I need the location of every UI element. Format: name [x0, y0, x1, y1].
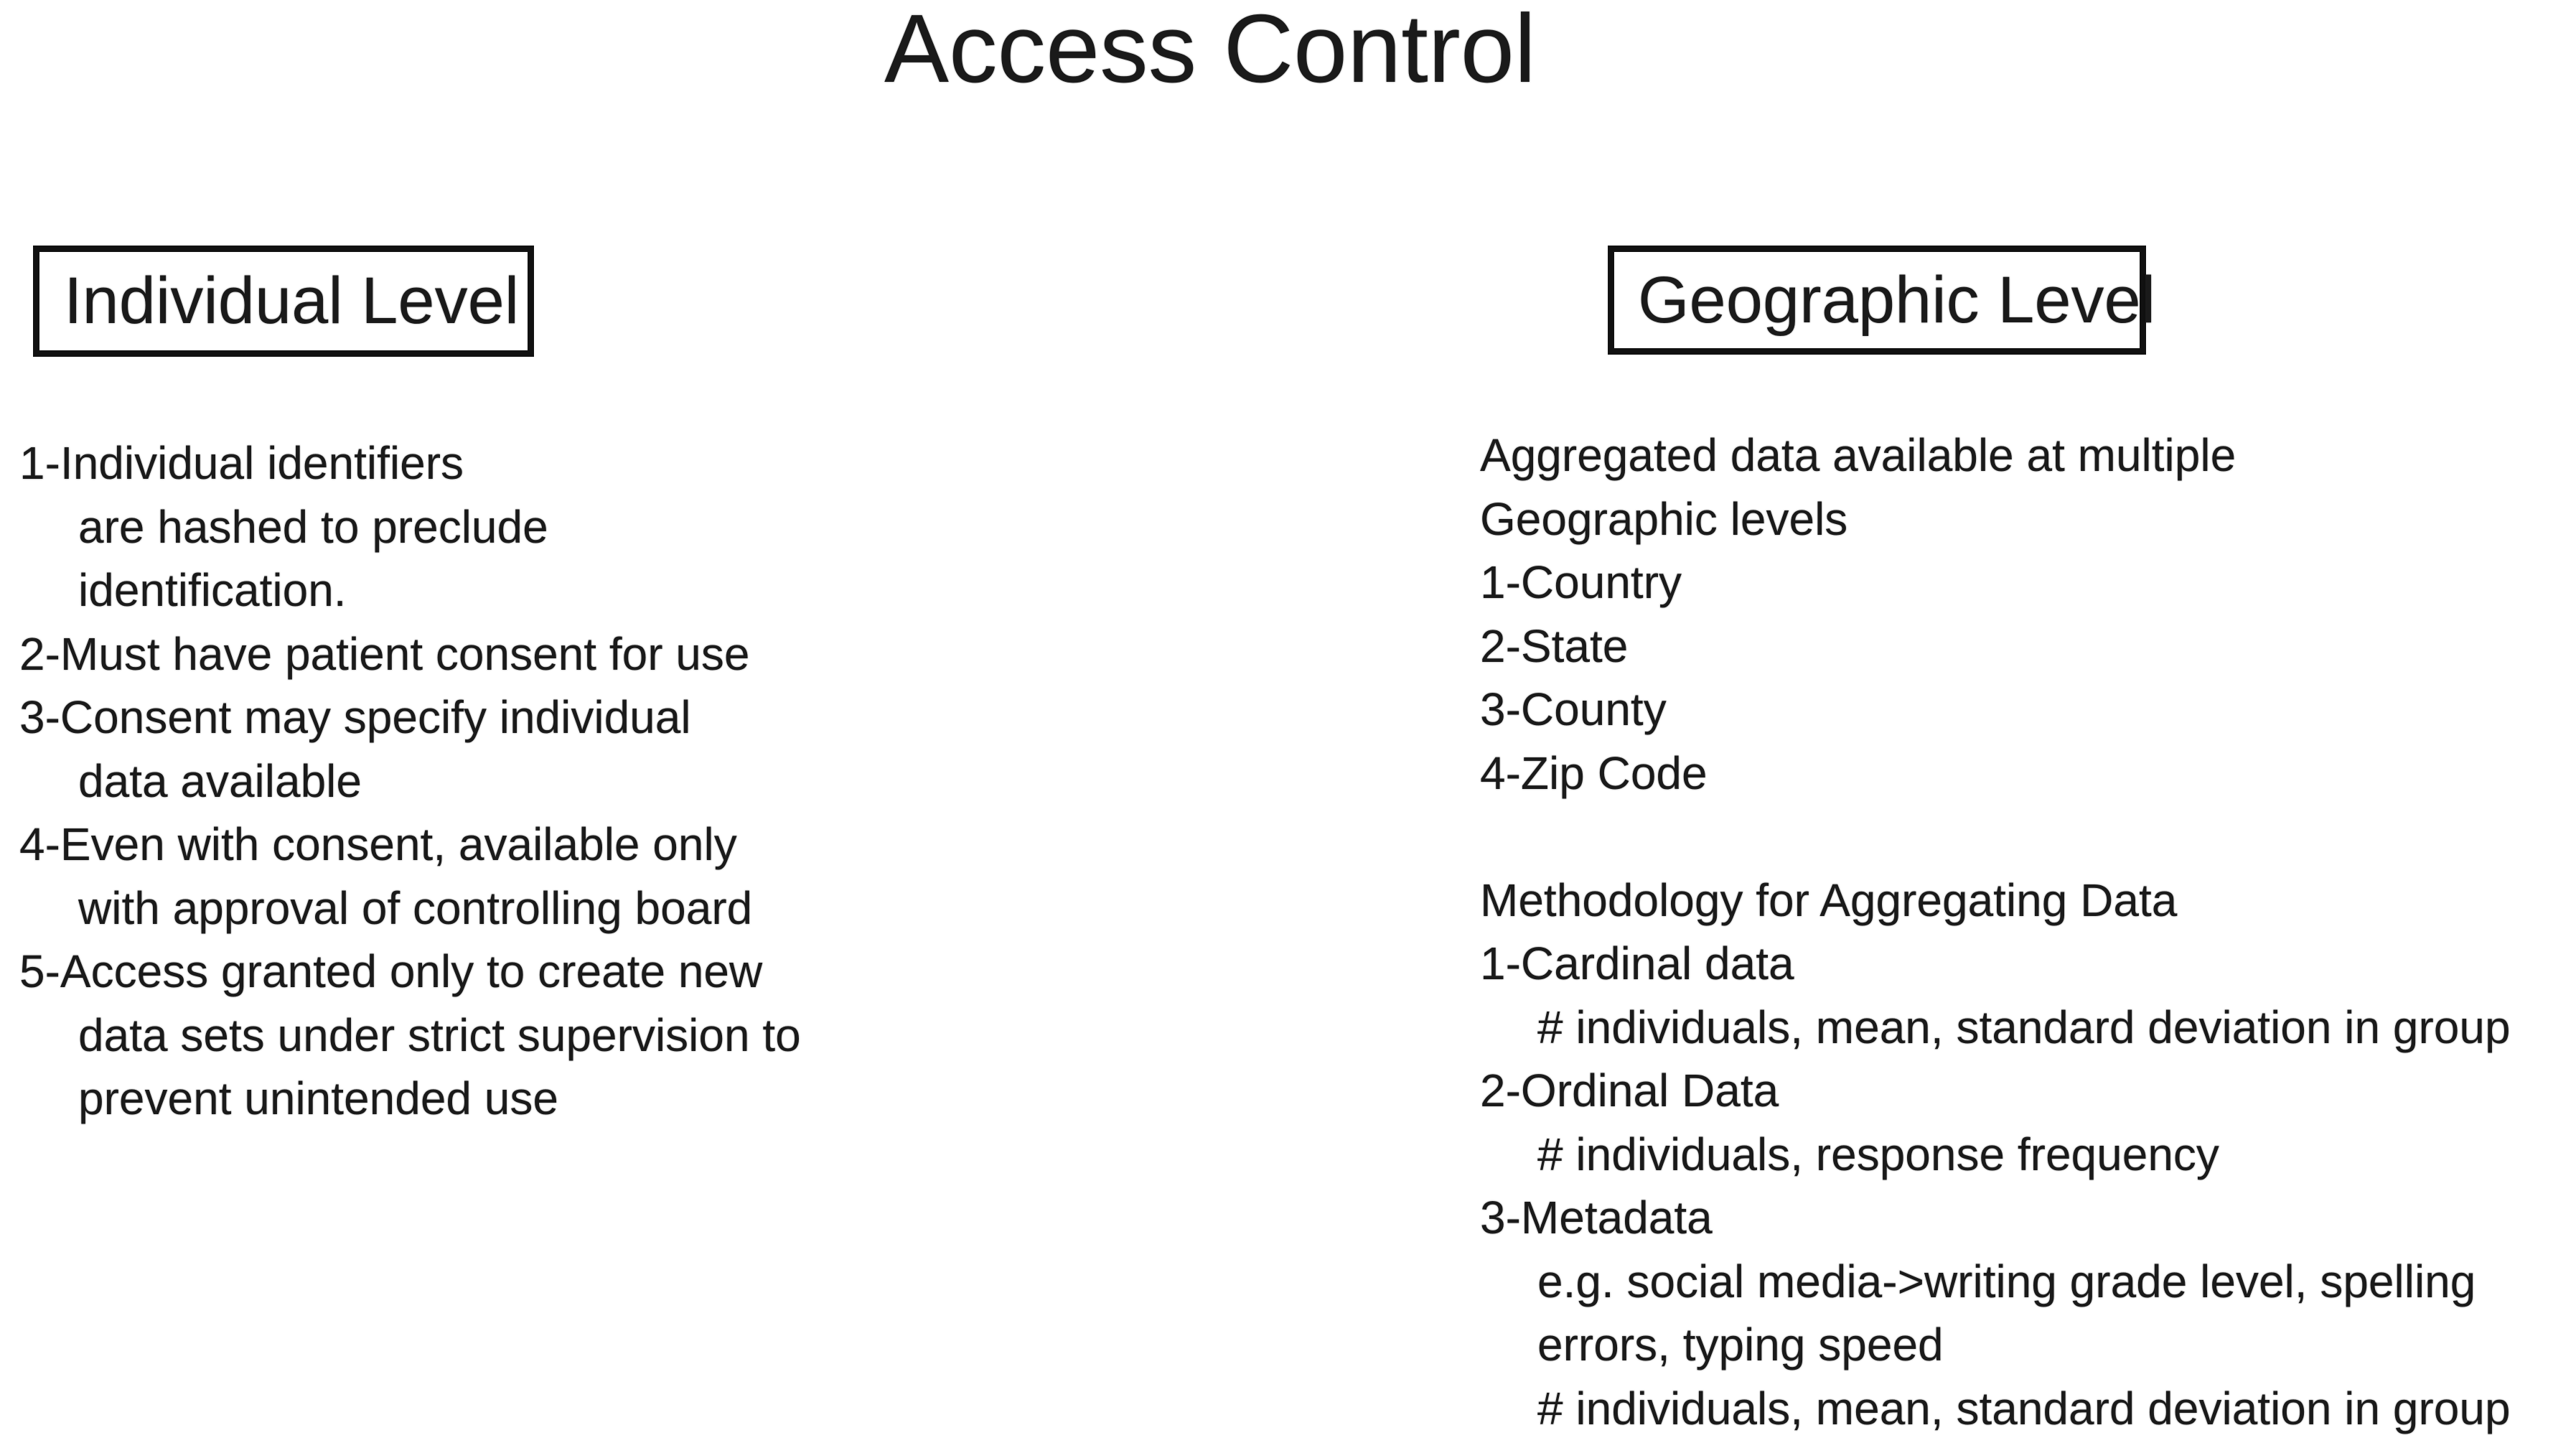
text-line: 1-Country: [1480, 556, 1682, 608]
text-line: 1-Individual identifiers: [19, 437, 464, 489]
text-line: with approval of controlling board: [78, 882, 753, 934]
text-line: # individuals, mean, standard deviation in group: [1537, 1382, 2511, 1434]
text-line: data available: [78, 755, 362, 807]
geographic-level-heading: Geographic Level: [1638, 263, 2156, 337]
text-line: 2-State: [1480, 620, 1629, 672]
text-line: 5-Access granted only to create new: [19, 945, 763, 997]
text-line: 3-Consent may specify individual: [19, 691, 691, 743]
text-line: are hashed to preclude: [78, 500, 548, 553]
text-line: # individuals, response frequency: [1537, 1128, 2219, 1180]
text-line: Methodology for Aggregating Data: [1480, 874, 2178, 926]
text-line: 2-Ordinal Data: [1480, 1065, 1779, 1116]
text-line: 2-Must have patient consent for use: [19, 627, 750, 680]
text-line: 4-Even with consent, available only: [19, 818, 737, 870]
text-line: data sets under strict supervision to: [78, 1009, 801, 1061]
geographic-level-box: [1608, 246, 2156, 355]
text-line: identification.: [78, 564, 347, 616]
text-line: 3-Metadata: [1480, 1192, 1713, 1243]
text-line: 1-Cardinal data: [1480, 938, 1794, 989]
text-line: errors, typing speed: [1537, 1319, 1944, 1370]
slide-title: Access Control: [884, 0, 1536, 103]
individual-level-list: [19, 431, 801, 1131]
text-line: # individuals, mean, standard deviation in group: [1537, 1001, 2511, 1053]
text-line: 3-County: [1480, 683, 1667, 735]
geographic-level-list: [1480, 424, 2511, 1440]
text-line: Geographic levels: [1480, 492, 1848, 545]
text-line: 4-Zip Code: [1480, 747, 1708, 799]
text-line: prevent unintended use: [78, 1073, 558, 1124]
individual-level-heading: Individual Level: [64, 264, 520, 337]
individual-level-box: [33, 246, 534, 357]
text-line: [1480, 805, 2511, 869]
text-line: Aggregated data available at multiple: [1480, 429, 2237, 481]
text-line: e.g. social media->writing grade level, spelling: [1537, 1255, 2476, 1307]
